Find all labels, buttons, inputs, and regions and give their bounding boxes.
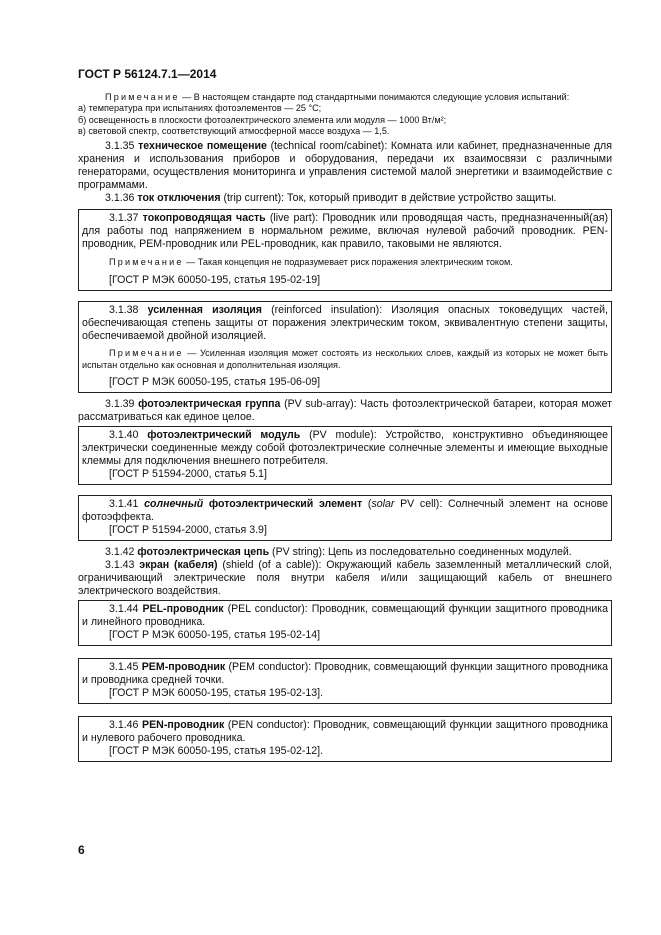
term-definition: (trip current): Ток, который приводит в действие устройство защиты. bbox=[220, 192, 557, 205]
note-label: Примечание bbox=[109, 348, 184, 359]
term-reference: [ГОСТ Р МЭК 60050-195, статья 195-02-19] bbox=[109, 274, 321, 287]
term-reference: [ГОСТ Р МЭК 60050-195, статья 195-02-13]. bbox=[109, 687, 324, 700]
term-definition: (shield (of a cable)): Окружающий кабель заземленный металлический слой, ограничивающий электрические поля внутри кабеля и/или защищающий кабель от внешнего электрического воздействия. bbox=[78, 559, 612, 598]
term-number: 3.1.36 bbox=[105, 192, 138, 205]
note-item: а) температура при испытаниях фотоэлементов — 25 °C; bbox=[78, 103, 322, 114]
term-title: техническое помещение bbox=[138, 140, 267, 153]
note-text: — В настоящем стандарте под стандартными понимаются следующие условия испытаний: bbox=[179, 92, 570, 102]
note-paragraph bbox=[78, 92, 612, 103]
term-definition: (technical room/cabinet): Комната или кабинет, предназначенные для хранения и использования приборов и оборудования, передачи их взаимосвязи с различными генераторами, осуществления мониторинга и управления системой малой энергетики и взаимодействие с программами. bbox=[78, 140, 612, 192]
term-3-1-42 bbox=[78, 546, 612, 559]
term-number: 3.1.43 bbox=[105, 559, 140, 572]
term-3-1-40 bbox=[82, 429, 608, 468]
note-text: — Такая концепция не подразумевает риск поражения электрическим током. bbox=[183, 257, 513, 268]
term-definition: (live part): Проводник или проводящая часть, предназначенный(ая) для работы под напряжением в нормальном режиме, включая нулевой рабочий проводник. PEN-проводник, PEM-проводник или PEL-проводник, как правило, таковыми не являются. bbox=[82, 212, 608, 251]
term-title: PEL-проводник bbox=[142, 603, 224, 616]
term-number: 3.1.40 bbox=[109, 429, 148, 442]
term-reference: [ГОСТ Р 51594-2000, статья 3.9] bbox=[109, 524, 267, 537]
term-title: фотоэлектрическая цепь bbox=[137, 546, 270, 559]
term-note bbox=[82, 348, 608, 371]
term-3-1-35 bbox=[78, 140, 612, 192]
term-title: PEM-проводник bbox=[141, 661, 226, 674]
note-label: Примечание bbox=[109, 257, 184, 268]
term-definition: (PEL conductor): Проводник, совмещающий функции защитного проводника и линейного проводника. bbox=[82, 603, 609, 629]
term-3-1-43 bbox=[78, 559, 612, 598]
term-definition: (PV module): Устройство, конструктивно объединяющее электрически соединенные между собой фотоэлектрические солнечные элементы и имеющие выходные клеммы для подключения внешнего потребителя. bbox=[82, 429, 608, 468]
term-reference: [ГОСТ Р МЭК 60050-195, статья 195-02-14] bbox=[109, 629, 321, 642]
term-3-1-45 bbox=[82, 661, 608, 687]
term-reference: [ГОСТ Р 51594-2000, статья 5.1] bbox=[109, 468, 267, 481]
term-3-1-41 bbox=[82, 498, 608, 524]
term-definition-italic: solar bbox=[371, 498, 395, 511]
term-3-1-38 bbox=[82, 304, 608, 343]
term-number: 3.1.39 bbox=[105, 398, 139, 411]
term-3-1-39 bbox=[78, 398, 612, 424]
term-box-3-1-37 bbox=[78, 209, 612, 291]
term-number: 3.1.41 bbox=[109, 498, 145, 511]
note-item: в) световой спектр, соответствующий атмосферной массе воздуха — 1,5. bbox=[78, 125, 390, 136]
term-box-3-1-41 bbox=[78, 495, 612, 541]
term-title: экран (кабеля) bbox=[139, 559, 218, 572]
term-title: фотоэлектрический элемент bbox=[203, 498, 363, 511]
term-number: 3.1.46 bbox=[109, 719, 143, 732]
note-text: — Усиленная изоляция может состоять из нескольких слоев, каждый из которых не может быть испытан отдельно как основная и дополнительная изоляция. bbox=[82, 348, 608, 370]
term-box-3-1-46 bbox=[78, 716, 612, 762]
term-3-1-36 bbox=[78, 192, 612, 205]
term-number: 3.1.42 bbox=[105, 546, 138, 559]
term-title: ток отключения bbox=[137, 192, 221, 205]
term-definition: PV cell): Солнечный элемент на основе фотоэффекта. bbox=[82, 498, 608, 524]
term-number: 3.1.37 bbox=[109, 212, 143, 225]
term-reference: [ГОСТ Р МЭК 60050-195, статья 195-02-12]. bbox=[109, 745, 324, 758]
term-definition: (PV sub-array): Часть фотоэлектрической батареи, которая может рассматриваться как единое целое. bbox=[78, 398, 613, 424]
term-title: PEN-проводник bbox=[142, 719, 225, 732]
note-item: б) освещенность в плоскости фотоэлектрического элемента или модуля — 1000 Вт/м²; bbox=[78, 114, 447, 125]
note-label: Примечание bbox=[105, 92, 180, 102]
term-definition: (PV string): Цепь из последовательно соединенных модулей. bbox=[269, 546, 572, 559]
term-box-3-1-40 bbox=[78, 426, 612, 485]
page-number: 6 bbox=[78, 843, 85, 857]
term-reference: [ГОСТ Р МЭК 60050-195, статья 195-06-09] bbox=[109, 376, 321, 389]
term-definition: (PEN conductor): Проводник, совмещающий функции защитного проводника и нулевого рабочего проводника. bbox=[82, 719, 608, 745]
term-definition: (PEM conductor): Проводник, совмещающий функции защитного проводника и проводника средней точки. bbox=[82, 661, 608, 687]
term-3-1-37 bbox=[82, 212, 608, 251]
term-note bbox=[82, 257, 608, 268]
term-definition: ( bbox=[362, 498, 372, 511]
term-title: усиленная изоляция bbox=[147, 304, 262, 317]
term-title: токопроводящая часть bbox=[142, 212, 266, 225]
term-box-3-1-45 bbox=[78, 658, 612, 704]
term-box-3-1-44 bbox=[78, 600, 612, 646]
term-title: фотоэлектрический модуль bbox=[147, 429, 301, 442]
term-definition: (reinforced insulation): Изоляция опасных токоведущих частей, обеспечивающая степень защиты от поражения электрическим током, эквивалентную степени защиты, обеспечиваемой двойной изоляцией. bbox=[82, 304, 608, 343]
document-body bbox=[78, 92, 612, 767]
term-box-3-1-38 bbox=[78, 301, 612, 393]
term-3-1-44 bbox=[82, 603, 608, 629]
term-title-italic: солнечный bbox=[144, 498, 204, 511]
term-number: 3.1.35 bbox=[105, 140, 139, 153]
term-number: 3.1.44 bbox=[109, 603, 143, 616]
term-number: 3.1.45 bbox=[109, 661, 142, 674]
term-3-1-46 bbox=[82, 719, 608, 745]
document-header: ГОСТ Р 56124.7.1—2014 bbox=[78, 67, 217, 81]
term-number: 3.1.38 bbox=[109, 304, 148, 317]
term-title: фотоэлектрическая группа bbox=[138, 398, 281, 411]
note-standard-conditions bbox=[78, 92, 612, 137]
